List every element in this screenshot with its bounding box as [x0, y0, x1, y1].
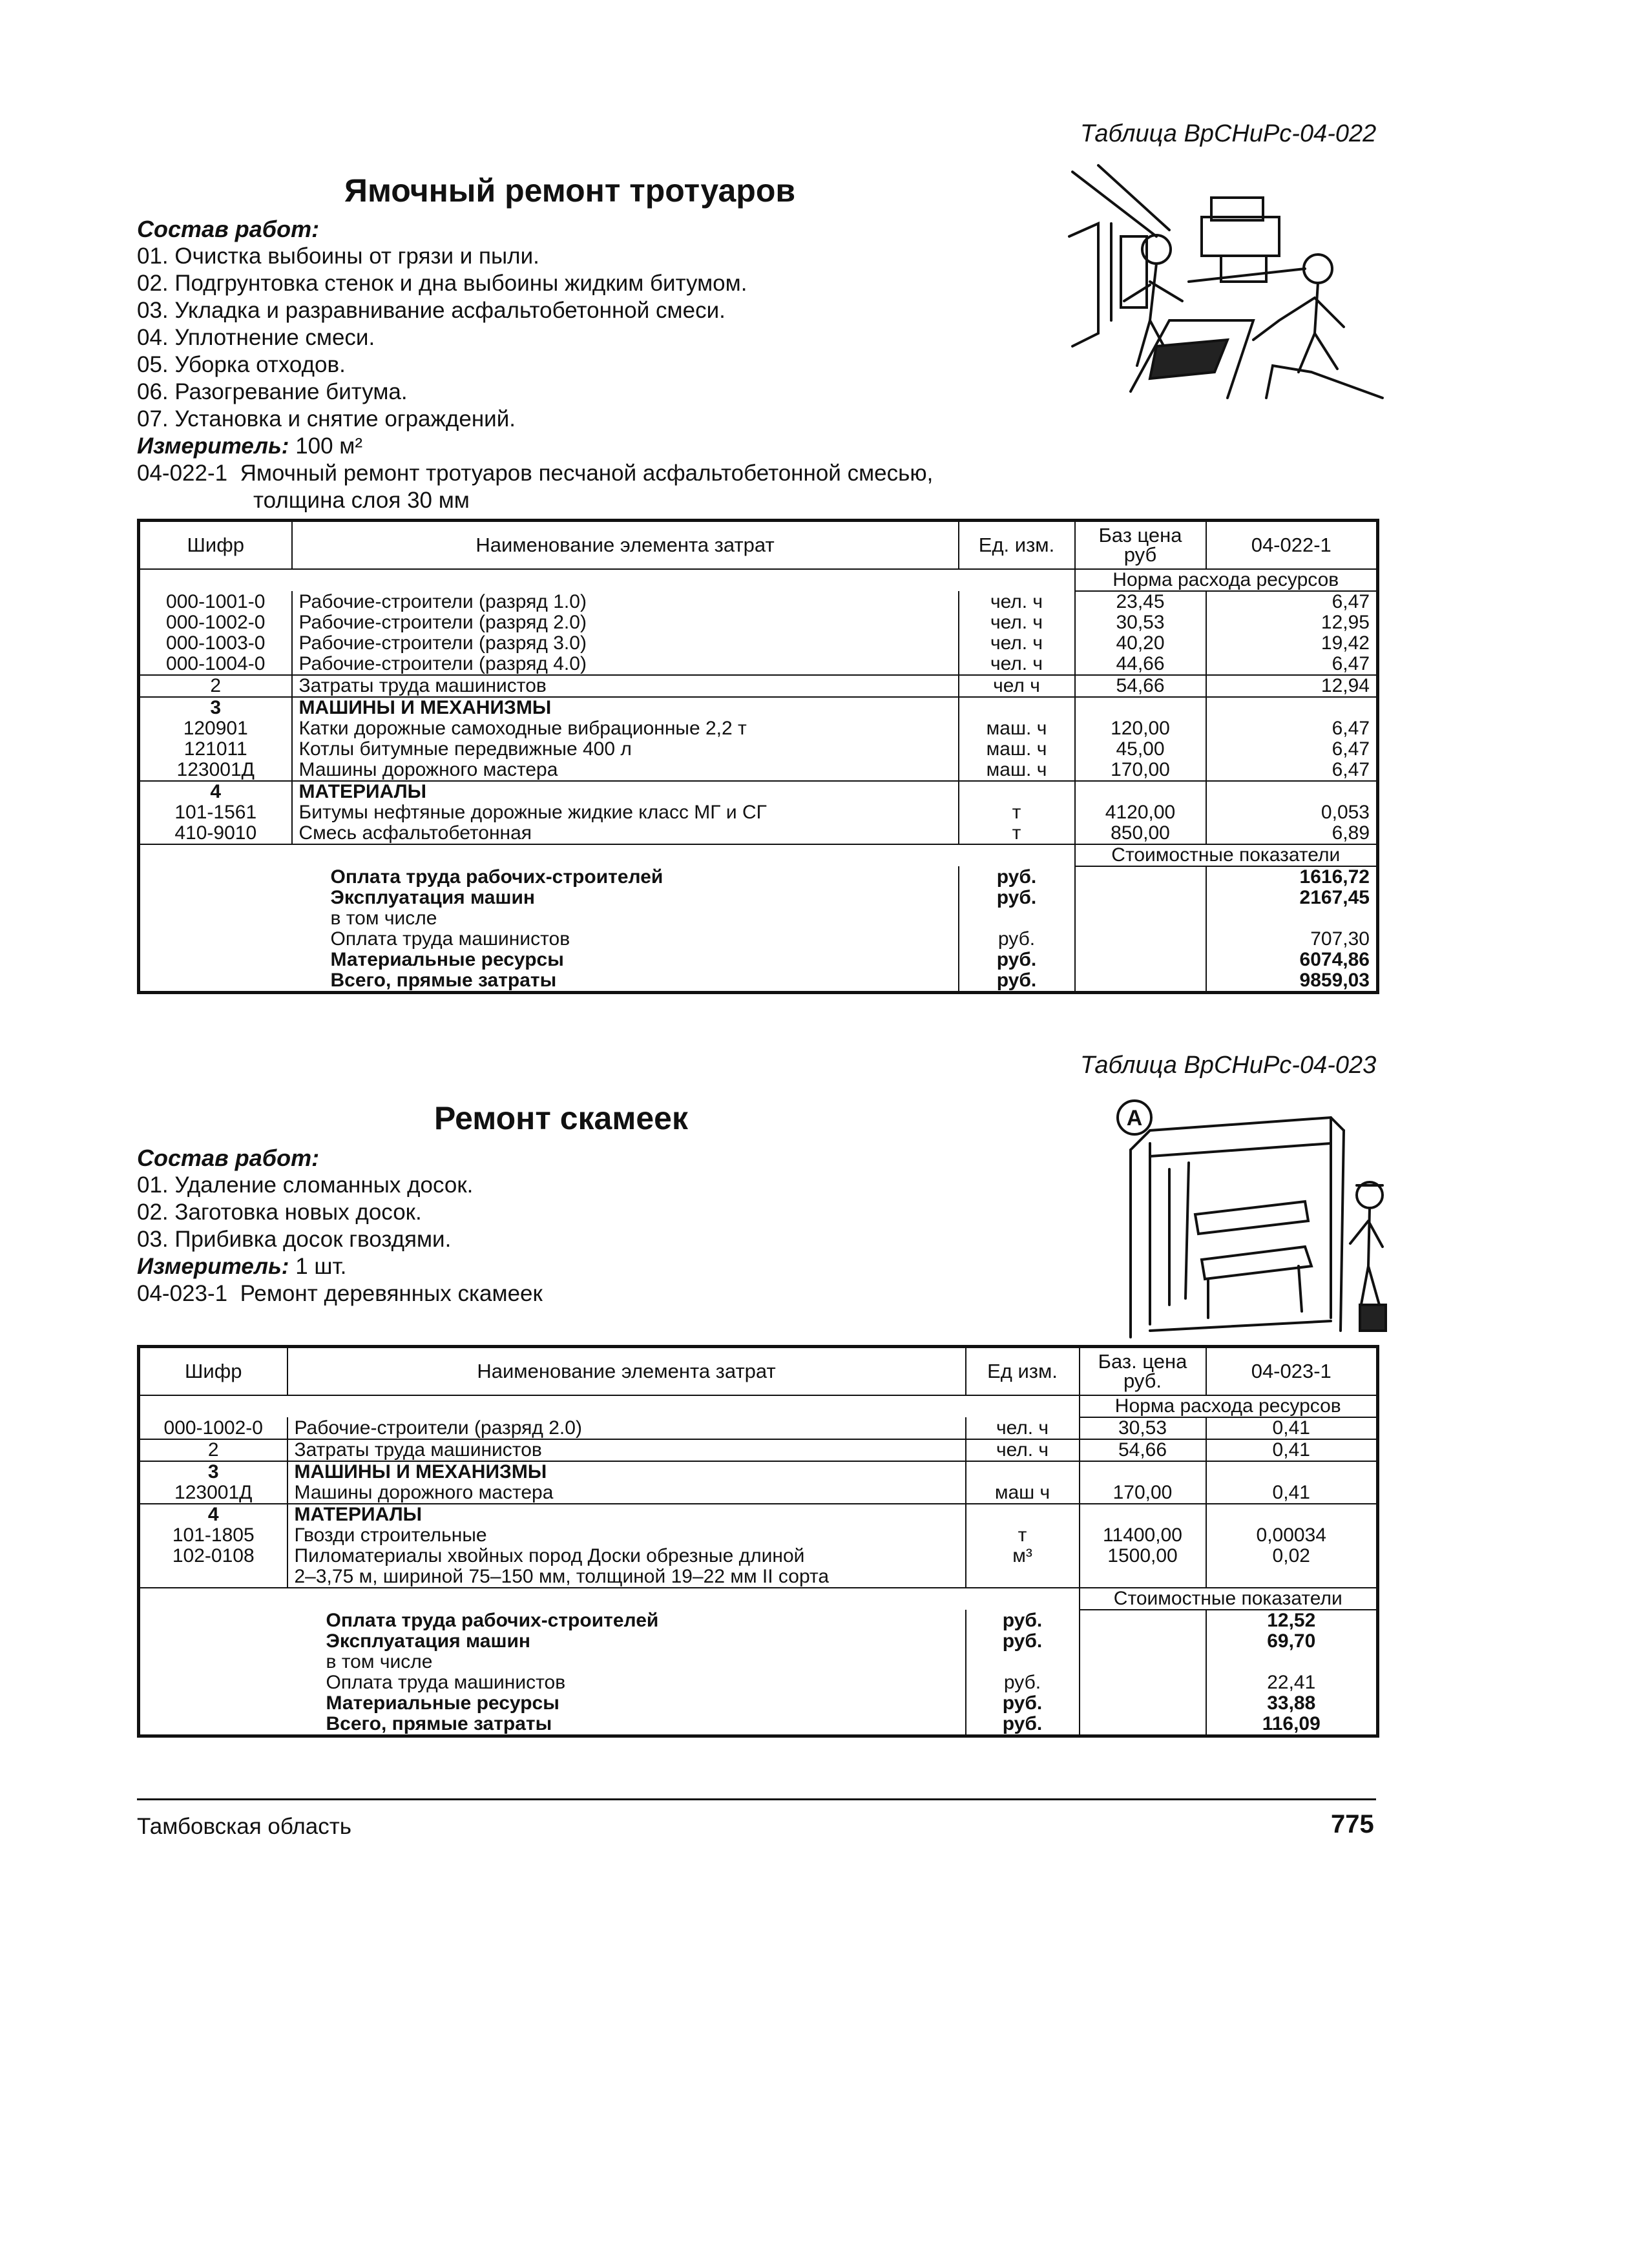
row-price: 170,00 — [1080, 1483, 1206, 1504]
row-name: Гвозди строительные — [287, 1525, 966, 1546]
row-name: Машины дорожного мастера — [292, 760, 959, 781]
cost-name: Всего, прямые затраты — [326, 1714, 552, 1734]
work-composition — [137, 1145, 543, 1307]
page-number: 775 — [1331, 1810, 1374, 1838]
row-code: 000-1004-0 — [166, 654, 266, 674]
measure-heading: Измеритель: — [137, 433, 289, 459]
work-step: 03. Прибивка досок гвоздями. — [137, 1227, 452, 1252]
row-price: 170,00 — [1075, 760, 1206, 781]
row-price: 40,20 — [1075, 633, 1206, 654]
row-code: 2 — [210, 675, 222, 696]
section-title: Ремонт скамеек — [434, 1100, 688, 1136]
header-norm: 04-023-1 — [1206, 1347, 1378, 1396]
row-unit: маш ч — [966, 1483, 1080, 1504]
row-norm: 19,42 — [1206, 633, 1378, 654]
row-unit: т — [959, 802, 1075, 823]
item-code: 04-023-1 — [137, 1281, 228, 1306]
measure-value: 100 м² — [295, 433, 363, 459]
row-unit: т — [959, 823, 1075, 844]
footer-region: Тамбовская область — [137, 1814, 351, 1839]
cost-value: 12,52 — [1206, 1610, 1378, 1631]
row-name: Рабочие-строители (разряд 4.0) — [292, 654, 959, 675]
row-code: 000-1003-0 — [166, 633, 266, 654]
row-price: 30,53 — [1075, 612, 1206, 633]
cost-table — [137, 1345, 1379, 1738]
row-unit: т — [966, 1525, 1080, 1546]
work-step: 02. Заготовка новых досок. — [137, 1200, 422, 1225]
table-row — [139, 1417, 1378, 1439]
row-name: Рабочие-строители (разряд 2.0) — [287, 1417, 966, 1439]
cost-name: Материальные ресурсы — [330, 950, 564, 970]
row-name: Затраты труда машинистов — [287, 1439, 966, 1461]
row-norm: 0,41 — [1206, 1439, 1378, 1461]
composition-heading: Состав работ: — [137, 1145, 320, 1171]
cost-row — [139, 1693, 1378, 1714]
row-code: 123001Д — [174, 1483, 253, 1503]
row-code: 101-1561 — [174, 802, 257, 823]
cost-value: 116,09 — [1206, 1714, 1378, 1736]
row-price: 45,00 — [1075, 739, 1206, 760]
row-name: Котлы битумные передвижные 400 л — [292, 739, 959, 760]
work-step: 03. Укладка и разравнивание асфальтобетонной смеси. — [137, 298, 726, 323]
table-row — [139, 591, 1378, 612]
header-code: Шифр — [139, 1347, 287, 1396]
row-norm: 0,053 — [1206, 802, 1378, 823]
row-price: 1500,00 — [1080, 1546, 1206, 1566]
group-name: МАТЕРИАЛЫ — [287, 1504, 966, 1525]
row-code: 101-1805 — [172, 1525, 255, 1546]
norm-label: Норма расхода ресурсов — [1080, 1395, 1378, 1417]
cost-unit: руб. — [959, 970, 1075, 993]
row-price: 4120,00 — [1075, 802, 1206, 823]
cost-label-row — [139, 844, 1378, 866]
cost-unit: руб. — [966, 1714, 1080, 1736]
illustration-badge: A — [1126, 1106, 1143, 1130]
cost-row — [139, 1652, 1378, 1672]
cost-row — [139, 888, 1378, 908]
table-label: Таблица ВрСНиРс-04-023 — [1080, 1052, 1377, 1079]
cost-row — [139, 1631, 1378, 1652]
work-composition — [137, 216, 933, 514]
row-code: 102-0108 — [172, 1546, 255, 1566]
row-name: Катки дорожные самоходные вибрационные 2,2 т — [292, 718, 959, 739]
item-description-cont: толщина слоя 30 мм — [253, 488, 470, 513]
row-price: 120,00 — [1075, 718, 1206, 739]
work-step: 07. Установка и снятие ограждений. — [137, 406, 516, 432]
row-name: Смесь асфальтобетонная — [292, 823, 959, 844]
group-name: МАШИНЫ И МЕХАНИЗМЫ — [292, 697, 959, 718]
row-code: 000-1002-0 — [163, 1417, 263, 1439]
row-norm: 12,94 — [1206, 675, 1378, 697]
row-name-cont: 2–3,75 м, шириной 75–150 мм, толщиной 19–22 мм II сорта — [287, 1566, 966, 1588]
cost-name: Материальные ресурсы — [326, 1693, 559, 1714]
row-name: Затраты труда машинистов — [292, 675, 959, 697]
group-code: 4 — [207, 1504, 219, 1525]
norm-label: Норма расхода ресурсов — [1075, 569, 1378, 591]
cost-label-row — [139, 1588, 1378, 1610]
header-name: Наименование элемента затрат — [292, 521, 959, 570]
row-price: 44,66 — [1075, 654, 1206, 675]
item-description: Ямочный ремонт тротуаров песчаной асфальтобетонной смесью, — [240, 461, 934, 486]
row-name: Рабочие-строители (разряд 3.0) — [292, 633, 959, 654]
group-header-row — [139, 1504, 1378, 1525]
row-norm: 12,95 — [1206, 612, 1378, 633]
cost-value: 1616,72 — [1206, 866, 1378, 888]
cost-value — [1206, 908, 1378, 929]
table-row — [139, 1439, 1378, 1461]
cost-row — [139, 1672, 1378, 1693]
cost-label: Стоимостные показатели — [1080, 1588, 1378, 1610]
row-norm: 6,89 — [1206, 823, 1378, 844]
row-unit: чел. ч — [966, 1417, 1080, 1439]
cost-unit: руб. — [966, 1693, 1080, 1714]
row-name: Машины дорожного мастера — [287, 1483, 966, 1504]
group-code: 3 — [207, 1461, 219, 1483]
group-code: 3 — [210, 697, 222, 718]
group-code: 4 — [210, 781, 222, 802]
table-row-continuation — [139, 1566, 1378, 1588]
row-norm: 0,41 — [1206, 1483, 1378, 1504]
header-price: Баз цена руб — [1075, 521, 1206, 570]
work-step: 06. Разогревание битума. — [137, 379, 408, 404]
road-repair-illustration — [1060, 159, 1395, 411]
row-unit: маш. ч — [959, 739, 1075, 760]
table-row — [139, 1525, 1378, 1546]
row-price: 11400,00 — [1080, 1525, 1206, 1546]
row-price: 23,45 — [1075, 591, 1206, 612]
table-header — [139, 521, 1378, 570]
group-header-row — [139, 781, 1378, 802]
norm-label-row — [139, 569, 1378, 591]
item-code: 04-022-1 — [137, 461, 228, 486]
row-norm: 0,00034 — [1206, 1525, 1378, 1546]
row-name: Рабочие-строители (разряд 2.0) — [292, 612, 959, 633]
cost-unit: руб. — [966, 1631, 1080, 1652]
row-name: Рабочие-строители (разряд 1.0) — [292, 591, 959, 612]
cost-unit: руб. — [966, 1672, 1080, 1693]
cost-row — [139, 866, 1378, 888]
bench-repair-illustration — [1111, 1092, 1395, 1350]
row-unit: чел. ч — [959, 633, 1075, 654]
measure-line — [137, 433, 933, 460]
footer-rule — [137, 1798, 1376, 1800]
table-row — [139, 675, 1378, 697]
row-norm: 0,02 — [1206, 1546, 1378, 1566]
row-code: 2 — [207, 1439, 219, 1461]
cost-unit — [959, 908, 1075, 929]
cost-unit: руб. — [959, 929, 1075, 950]
table-row — [139, 760, 1378, 781]
row-norm: 6,47 — [1206, 591, 1378, 612]
row-norm: 6,47 — [1206, 760, 1378, 781]
row-price: 30,53 — [1080, 1417, 1206, 1439]
cost-name: Эксплуатация машин — [326, 1631, 531, 1652]
cost-row — [139, 908, 1378, 929]
item-line — [137, 1280, 543, 1307]
row-unit: маш. ч — [959, 718, 1075, 739]
row-name: Пиломатериалы хвойных пород Доски обрезные длиной — [287, 1546, 966, 1566]
row-norm: 0,41 — [1206, 1417, 1378, 1439]
cost-unit: руб. — [959, 866, 1075, 888]
cost-name: Оплата труда машинистов — [330, 929, 570, 950]
row-unit: чел. ч — [966, 1439, 1080, 1461]
cost-label: Стоимостные показатели — [1075, 844, 1378, 866]
cost-row — [139, 929, 1378, 950]
header-norm: 04-022-1 — [1206, 521, 1378, 570]
cost-unit: руб. — [966, 1610, 1080, 1631]
row-unit: чел ч — [959, 675, 1075, 697]
table-row — [139, 823, 1378, 844]
row-unit: маш. ч — [959, 760, 1075, 781]
item-description: Ремонт деревянных скамеек — [240, 1281, 543, 1306]
row-price: 54,66 — [1080, 1439, 1206, 1461]
table-row — [139, 633, 1378, 654]
header-unit: Ед. изм. — [959, 521, 1075, 570]
cost-name: Всего, прямые затраты — [330, 970, 557, 991]
cost-row — [139, 970, 1378, 993]
row-price: 54,66 — [1075, 675, 1206, 697]
table-row — [139, 612, 1378, 633]
work-step: 01. Удаление сломанных досок. — [137, 1172, 474, 1198]
row-code: 000-1002-0 — [166, 612, 266, 633]
cost-value: 22,41 — [1206, 1672, 1378, 1693]
cost-name: Эксплуатация машин — [330, 888, 536, 908]
table-header — [139, 1347, 1378, 1396]
group-header-row — [139, 697, 1378, 718]
row-name: Битумы нефтяные дорожные жидкие класс МГ и СГ — [292, 802, 959, 823]
section-title: Ямочный ремонт тротуаров — [344, 172, 796, 209]
row-norm: 6,47 — [1206, 739, 1378, 760]
group-header-row — [139, 1461, 1378, 1483]
header-unit: Ед изм. — [966, 1347, 1080, 1396]
header-code: Шифр — [139, 521, 292, 570]
row-code: 410-9010 — [174, 823, 257, 844]
cost-unit — [966, 1652, 1080, 1672]
cost-name: Оплата труда рабочих-строителей — [330, 866, 663, 888]
cost-name: Оплата труда машинистов — [326, 1672, 566, 1693]
table-row — [139, 1546, 1378, 1566]
composition-heading: Состав работ: — [137, 216, 320, 242]
cost-row — [139, 950, 1378, 970]
measure-line — [137, 1253, 543, 1280]
table-row — [139, 718, 1378, 739]
row-unit: м³ — [966, 1546, 1080, 1566]
table-row — [139, 802, 1378, 823]
cost-value: 33,88 — [1206, 1693, 1378, 1714]
row-norm: 6,47 — [1206, 654, 1378, 675]
cost-name: в том числе — [326, 1652, 433, 1672]
row-code: 121011 — [183, 739, 247, 760]
table-row — [139, 1483, 1378, 1504]
norm-label-row — [139, 1395, 1378, 1417]
cost-unit: руб. — [959, 888, 1075, 908]
cost-row — [139, 1610, 1378, 1631]
row-unit: чел. ч — [959, 654, 1075, 675]
row-price: 850,00 — [1075, 823, 1206, 844]
cost-value: 6074,86 — [1206, 950, 1378, 970]
work-step: 01. Очистка выбоины от грязи и пыли. — [137, 244, 539, 269]
cost-value: 2167,45 — [1206, 888, 1378, 908]
header-price: Баз. цена руб. — [1080, 1347, 1206, 1396]
cost-name: в том числе — [330, 908, 437, 929]
work-step: 05. Уборка отходов. — [137, 352, 346, 377]
measure-heading: Измеритель: — [137, 1254, 289, 1279]
cost-value — [1206, 1652, 1378, 1672]
table-label: Таблица ВрСНиРс-04-022 — [1080, 120, 1377, 147]
group-name: МАШИНЫ И МЕХАНИЗМЫ — [287, 1461, 966, 1483]
group-name: МАТЕРИАЛЫ — [292, 781, 959, 802]
work-step: 04. Уплотнение смеси. — [137, 325, 375, 350]
table-row — [139, 739, 1378, 760]
cost-name: Оплата труда рабочих-строителей — [326, 1610, 659, 1631]
header-name: Наименование элемента затрат — [287, 1347, 966, 1396]
row-unit: чел. ч — [959, 612, 1075, 633]
cost-value: 9859,03 — [1206, 970, 1378, 993]
table-row — [139, 654, 1378, 675]
cost-value: 707,30 — [1206, 929, 1378, 950]
cost-row — [139, 1714, 1378, 1736]
row-unit: чел. ч — [959, 591, 1075, 612]
row-code: 123001Д — [176, 760, 255, 780]
row-code: 000-1001-0 — [166, 591, 266, 612]
item-line — [137, 460, 933, 487]
cost-table — [137, 519, 1379, 994]
row-code: 120901 — [183, 718, 248, 739]
row-norm: 6,47 — [1206, 718, 1378, 739]
cost-unit: руб. — [959, 950, 1075, 970]
work-step: 02. Подгрунтовка стенок и дна выбоины жидким битумом. — [137, 271, 747, 296]
measure-value: 1 шт. — [295, 1254, 347, 1279]
cost-value: 69,70 — [1206, 1631, 1378, 1652]
